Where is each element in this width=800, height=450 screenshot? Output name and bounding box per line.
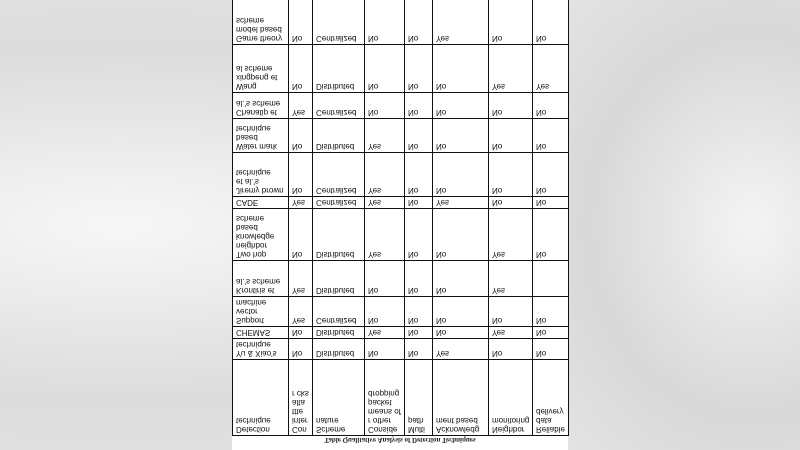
table-cell: Yes	[433, 339, 489, 360]
table-cell: Two hop neighbor knowledge based scheme	[233, 209, 289, 261]
table-cell: Yes	[289, 297, 313, 327]
header-cell: Conside r other means of packet dropping	[365, 360, 405, 436]
table-cell: Distributed	[313, 209, 365, 261]
table-cell: No	[489, 119, 533, 153]
table-row	[233, 209, 569, 261]
table-cell: No	[533, 297, 569, 327]
table-cell: Distributed	[313, 45, 365, 93]
header-cell: Detection technique	[233, 360, 289, 436]
table-cell: Yes	[365, 197, 405, 209]
table-cell: Yu & Xiao's technique	[233, 339, 289, 360]
table-cell: Yes	[433, 197, 489, 209]
table-cell: Yes	[365, 153, 405, 197]
table-cell: No	[405, 153, 433, 197]
table-cell: No	[289, 0, 313, 45]
table-cell: Yes	[365, 119, 405, 153]
table-cell: Distributed	[313, 339, 365, 360]
table-cell: No	[405, 339, 433, 360]
table-cell: No	[533, 119, 569, 153]
table-cell: Wang xingpeng et al scheme	[233, 45, 289, 93]
table-cell: Chanatip et al.'s scheme	[233, 93, 289, 119]
table-cell: No	[489, 93, 533, 119]
table-cell: Centralized	[313, 93, 365, 119]
table-row	[233, 197, 569, 209]
table-cell: Yes	[533, 45, 569, 93]
table-cell: No	[433, 119, 489, 153]
comparison-table	[232, 0, 569, 436]
table-cell: Yes	[489, 261, 533, 297]
table-cell: No	[405, 197, 433, 209]
table-cell: Centralized	[313, 197, 365, 209]
header-cell: Multi path	[405, 360, 433, 436]
table-cell: CHEMAS	[233, 327, 289, 339]
table-cell: No	[533, 0, 569, 45]
table-cell: Krontiris et al.'s scheme	[233, 261, 289, 297]
table-cell: No	[433, 327, 489, 339]
table-cell: No	[365, 93, 405, 119]
header-cell: Acknowledg ment based	[433, 360, 489, 436]
table-cell: No	[405, 261, 433, 297]
flipped-page-content	[232, 0, 568, 450]
table-cell: No	[405, 297, 433, 327]
table-cell: No	[489, 153, 533, 197]
table-row	[233, 0, 569, 45]
table-cell: No	[533, 209, 569, 261]
table-cell: No	[405, 0, 433, 45]
table-cell: Yes	[433, 0, 489, 45]
table-cell: No	[405, 327, 433, 339]
table-cell: Yes	[289, 93, 313, 119]
table-cell: No	[533, 197, 569, 209]
table-cell: No	[405, 45, 433, 93]
table-cell	[533, 261, 569, 297]
table-cell: No	[365, 0, 405, 45]
table-cell: Yes	[365, 209, 405, 261]
table-row	[233, 297, 569, 327]
table-cell: No	[433, 93, 489, 119]
table-cell: No	[489, 0, 533, 45]
table-cell: No	[489, 297, 533, 327]
table-cell: No	[365, 261, 405, 297]
table-cell: No	[433, 297, 489, 327]
table-cell: Yes	[489, 209, 533, 261]
table-cell: No	[405, 119, 433, 153]
table-cell: No	[405, 93, 433, 119]
table-row	[233, 339, 569, 360]
table-row	[233, 45, 569, 93]
table-cell: No	[365, 45, 405, 93]
table-header-row	[233, 360, 569, 436]
table-cell: Support vector machine	[233, 297, 289, 327]
table-cell: No	[433, 209, 489, 261]
table-cell: No	[289, 45, 313, 93]
table-cell: No	[405, 209, 433, 261]
table-cell: Yes	[489, 327, 533, 339]
table-cell: No	[489, 339, 533, 360]
table-cell: Jiremy brown et al.'s technique	[233, 153, 289, 197]
blurred-background-right	[560, 0, 800, 450]
table-cell: Yes	[489, 45, 533, 93]
header-cell: Scheme nature	[313, 360, 365, 436]
header-cell: Reliable data delivery	[533, 360, 569, 436]
table-cell: Distributed	[313, 261, 365, 297]
table-cell: Centralized	[313, 153, 365, 197]
table-cell: No	[533, 153, 569, 197]
table-cell: Distributed	[313, 327, 365, 339]
table-cell: No	[289, 153, 313, 197]
table-cell: Distributed	[313, 119, 365, 153]
table-cell: No	[289, 339, 313, 360]
table-cell: CADE	[233, 197, 289, 209]
table-cell: No	[289, 209, 313, 261]
table-cell: No	[433, 261, 489, 297]
table-cell: Yes	[289, 197, 313, 209]
table-cell: Game theory model based scheme	[233, 0, 289, 45]
table-cell: Centralized	[313, 297, 365, 327]
table-row	[233, 119, 569, 153]
table-caption: Table Qualitative Analysis of Detection Techniques	[324, 436, 476, 444]
table-row	[233, 261, 569, 297]
table-cell: No	[289, 327, 313, 339]
table-cell: Yes	[289, 261, 313, 297]
table-row	[233, 153, 569, 197]
table-cell: No	[365, 339, 405, 360]
table-cell: No	[433, 45, 489, 93]
header-cell: Con inter ttte alta r cks	[289, 360, 313, 436]
table-cell: No	[533, 327, 569, 339]
table-cell: No	[533, 339, 569, 360]
header-cell: Neighbor monitoring	[489, 360, 533, 436]
table-cell: Centralized	[313, 0, 365, 45]
table-cell: No	[433, 153, 489, 197]
table-cell: No	[365, 297, 405, 327]
table-cell: Yes	[365, 327, 405, 339]
table-cell: No	[289, 119, 313, 153]
table-cell: No	[533, 93, 569, 119]
table-cell: No	[489, 197, 533, 209]
table-row	[233, 327, 569, 339]
table-cell: Water mark based technique	[233, 119, 289, 153]
table-row	[233, 93, 569, 119]
